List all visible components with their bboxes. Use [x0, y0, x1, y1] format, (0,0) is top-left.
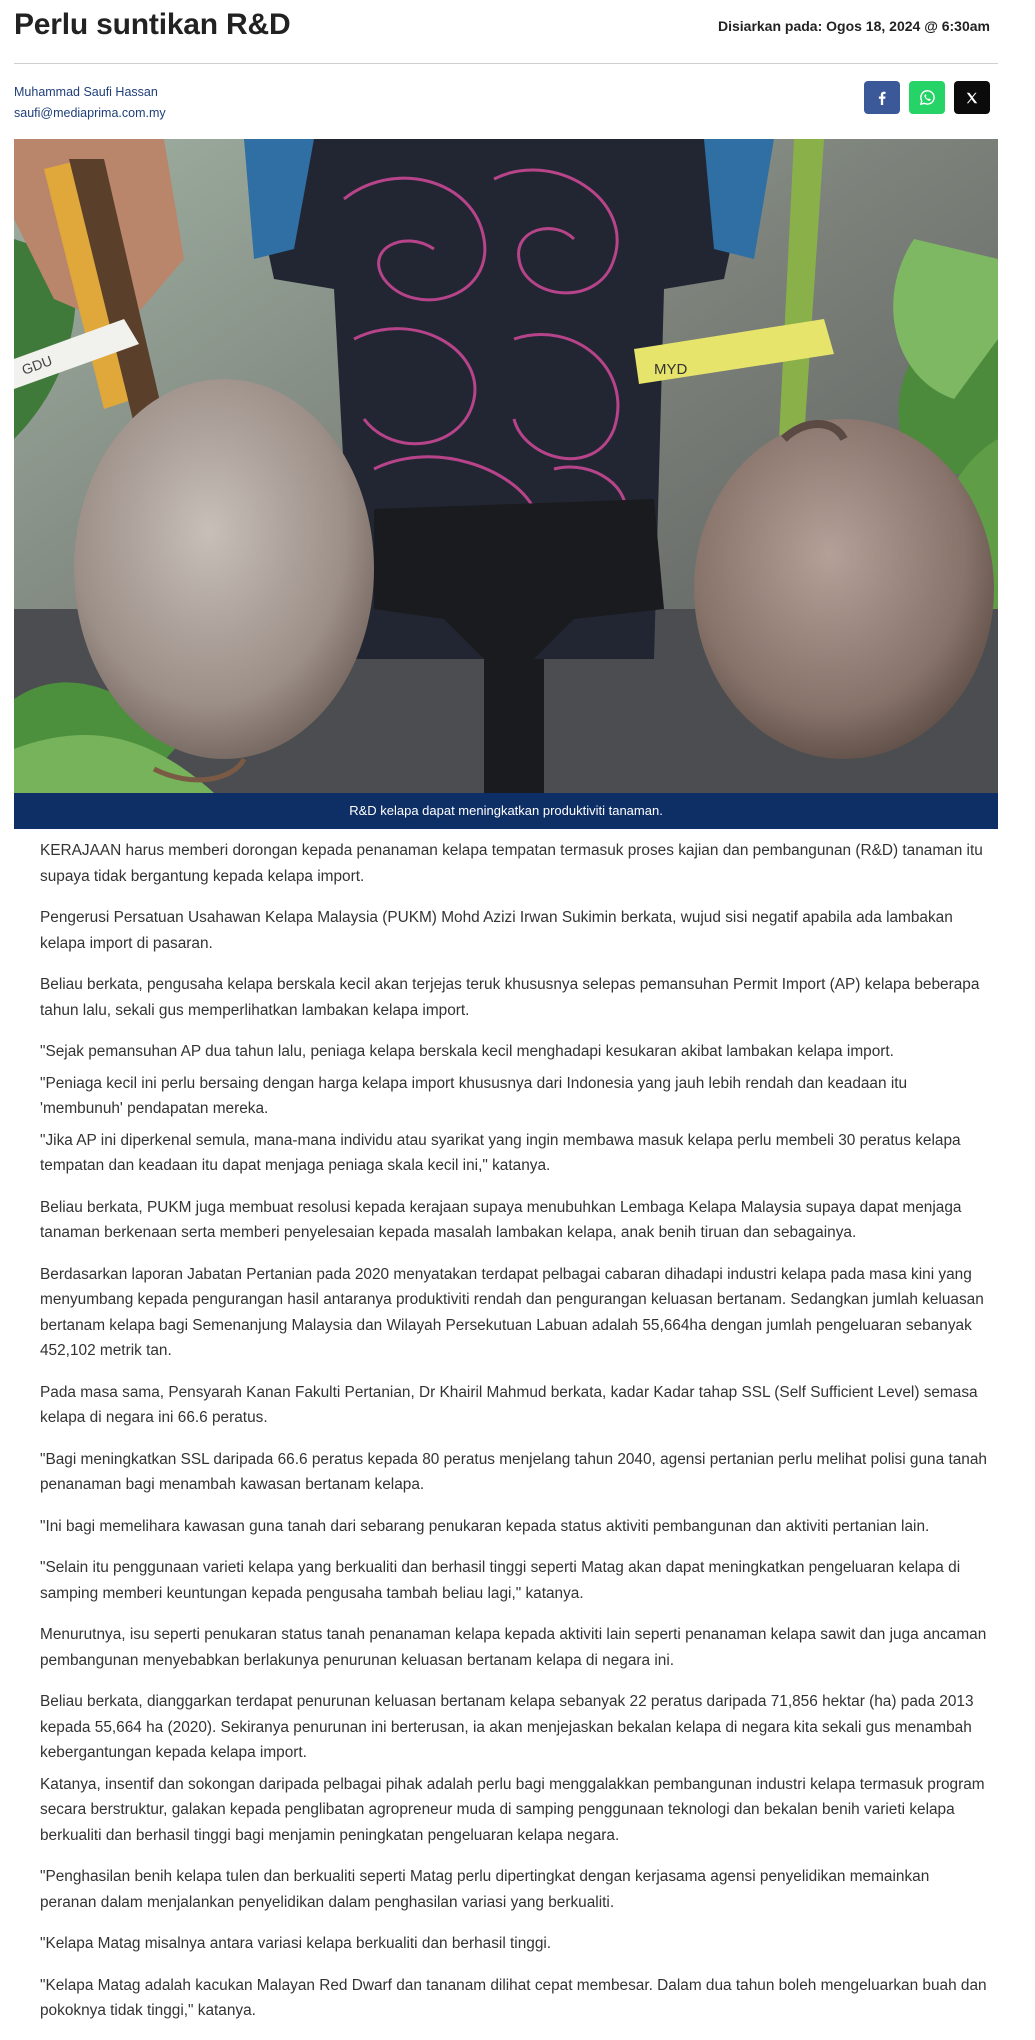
whatsapp-icon	[919, 89, 936, 106]
article-paragraph: Beliau berkata, PUKM juga membuat resolusi kepada kerajaan supaya menubuhkan Lembaga Kelapa Malaysia supaya dapat menjaga tanaman berkenaan serta memberi penyelesaian kepada masalah lambakan kelapa, anak benih tiruan dan sebagainya.	[40, 1198, 962, 1241]
author-block	[14, 82, 166, 124]
article-paragraph: "Sejak pemansuhan AP dua tahun lalu, peniaga kelapa berskala kecil menghadapi kesukaran akibat lambakan kelapa import.	[40, 1043, 894, 1060]
published-date: Disiarkan pada: Ogos 18, 2024 @ 6:30am	[717, 18, 990, 34]
article-paragraph: Menurutnya, isu seperti penukaran status tanah penanaman kelapa kepada aktiviti lain seperti penanaman kelapa sawit dan juga ancaman pembangunan menyebabkan berlakunya penurunan keluasan bertanam kelapa di negara ini.	[40, 1626, 987, 1669]
whatsapp-share-button[interactable]	[909, 81, 945, 114]
article-figure	[14, 139, 998, 829]
author-email-link[interactable]: saufi@mediaprima.com.my	[14, 106, 166, 120]
article-page	[14, 0, 998, 2019]
left-seedling-tag: GDU	[19, 352, 55, 378]
article-body	[40, 838, 990, 2040]
article-paragraph: Pengerusi Persatuan Usahawan Kelapa Malaysia (PUKM) Mohd Azizi Irwan Sukimin berkata, wujud sisi negatif apabila ada lambakan kelapa import di pasaran.	[40, 909, 953, 952]
x-icon	[965, 91, 979, 105]
article-header	[14, 0, 998, 64]
article-title: Perlu suntikan R&D	[14, 8, 291, 41]
article-paragraph: "Bagi meningkatkan SSL daripada 66.6 peratus kepada 80 peratus menjelang tahun 2040, agensi pertanian perlu melihat polisi guna tanah penanaman bagi menambah kawasan bertanam kelapa.	[40, 1450, 987, 1493]
article-paragraph: Berdasarkan laporan Jabatan Pertanian pada 2020 menyatakan terdapat pelbagai cabaran dihadapi industri kelapa pada masa kini yang menyumbang kepada pengurangan hasil antaranya produktiviti rendah dan pengurangan keluasan bertanam. Sedangkan jumlah keluasan bertanam kelapa bagi Semenanjung Malaysia dan Wilayah Persekutuan Labuan adalah 55,664ha dengan jumlah pengeluaran sebanyak 452,102 metrik tan.	[40, 1265, 984, 1359]
author-name-link[interactable]: Muhammad Saufi Hassan	[14, 85, 158, 99]
article-paragraph: "Jika AP ini diperkenal semula, mana-mana individu atau syarikat yang ingin membawa masuk kelapa perlu membeli 30 peratus kelapa tempatan dan keadaan itu dapat menjaga peniaga skala kecil ini," katanya.	[40, 1131, 961, 1174]
article-paragraph: KERAJAAN harus memberi dorongan kepada penanaman kelapa tempatan termasuk proses kajian dan pembangunan (R&D) tanaman itu supaya tidak bergantung kepada kelapa import.	[40, 842, 983, 885]
image-caption: R&D kelapa dapat meningkatkan produktiviti tanaman.	[14, 793, 998, 829]
article-paragraph: Beliau berkata, pengusaha kelapa berskala kecil akan terjejas teruk khususnya selepas pemansuhan Permit Import (AP) kelapa beberapa tahun lalu, sekali gus memperlihatkan lambakan kelapa import.	[40, 976, 980, 1019]
right-seedling-tag: MYD	[654, 361, 688, 378]
article-paragraph: "Kelapa Matag misalnya antara variasi kelapa berkualiti dan berhasil tinggi.	[40, 1935, 552, 1952]
facebook-share-button[interactable]	[864, 81, 900, 114]
x-share-button[interactable]	[954, 81, 990, 114]
article-paragraph: Katanya, insentif dan sokongan daripada pelbagai pihak adalah perlu bagi menggalakkan pembangunan industri kelapa termasuk program secara berstruktur, galakan kepada penglibatan agropreneur muda di samping penggunaan teknologi dan bekalan benih varieti kelapa berkualiti dan berhasil tinggi bagi menjamin peningkatan pengeluaran kelapa negara.	[40, 1775, 985, 1844]
article-photo	[14, 139, 998, 793]
article-paragraph: Pada masa sama, Pensyarah Kanan Fakulti Pertanian, Dr Khairil Mahmud berkata, kadar Kadar tahap SSL (Self Sufficient Level) semasa kelapa di negara ini 66.6 peratus.	[40, 1383, 978, 1426]
article-paragraph: "Kelapa Matag adalah kacukan Malayan Red Dwarf dan tananam dilihat cepat membesar. Dalam dua tahun boleh mengeluarkan buah dan pokoknya tidak tinggi," katanya.	[40, 1976, 987, 2019]
share-buttons	[864, 81, 990, 114]
article-paragraph: "Peniaga kecil ini perlu bersaing dengan harga kelapa import khususnya dari Indonesia yang jauh lebih rendah dan keadaan itu 'membunuh' pendapatan mereka.	[40, 1074, 908, 1117]
facebook-icon	[877, 91, 887, 105]
article-paragraph: "Ini bagi memelihara kawasan guna tanah dari sebarang penukaran kepada status aktiviti pembangunan dan aktiviti pertanian lain.	[40, 1517, 930, 1535]
article-paragraph: "Penghasilan benih kelapa tulen dan berkualiti seperti Matag perlu dipertingkat dengan kerjasama agensi penyelidikan memainkan peranan dalam menjalankan penyelidikan dalam penghasilan variasi yang berkualiti.	[40, 1868, 930, 1911]
article-paragraph: Beliau berkata, dianggarkan terdapat penurunan keluasan bertanam kelapa sebanyak 22 peratus daripada 71,856 hektar (ha) pada 2013 kepada 55,664 ha (2020). Sekiranya penurunan ini berterusan, ia akan menjejaskan bekalan kelapa di negara kita sekali gus menambah kebergantungan kepada kelapa import.	[40, 1693, 974, 1761]
article-paragraph: "Selain itu penggunaan varieti kelapa yang berkualiti dan berhasil tinggi seperti Matag akan dapat meningkatkan pengeluaran kelapa di samping memberi keuntungan kepada pengusaha tambah beliau lagi," katanya.	[40, 1559, 961, 1602]
